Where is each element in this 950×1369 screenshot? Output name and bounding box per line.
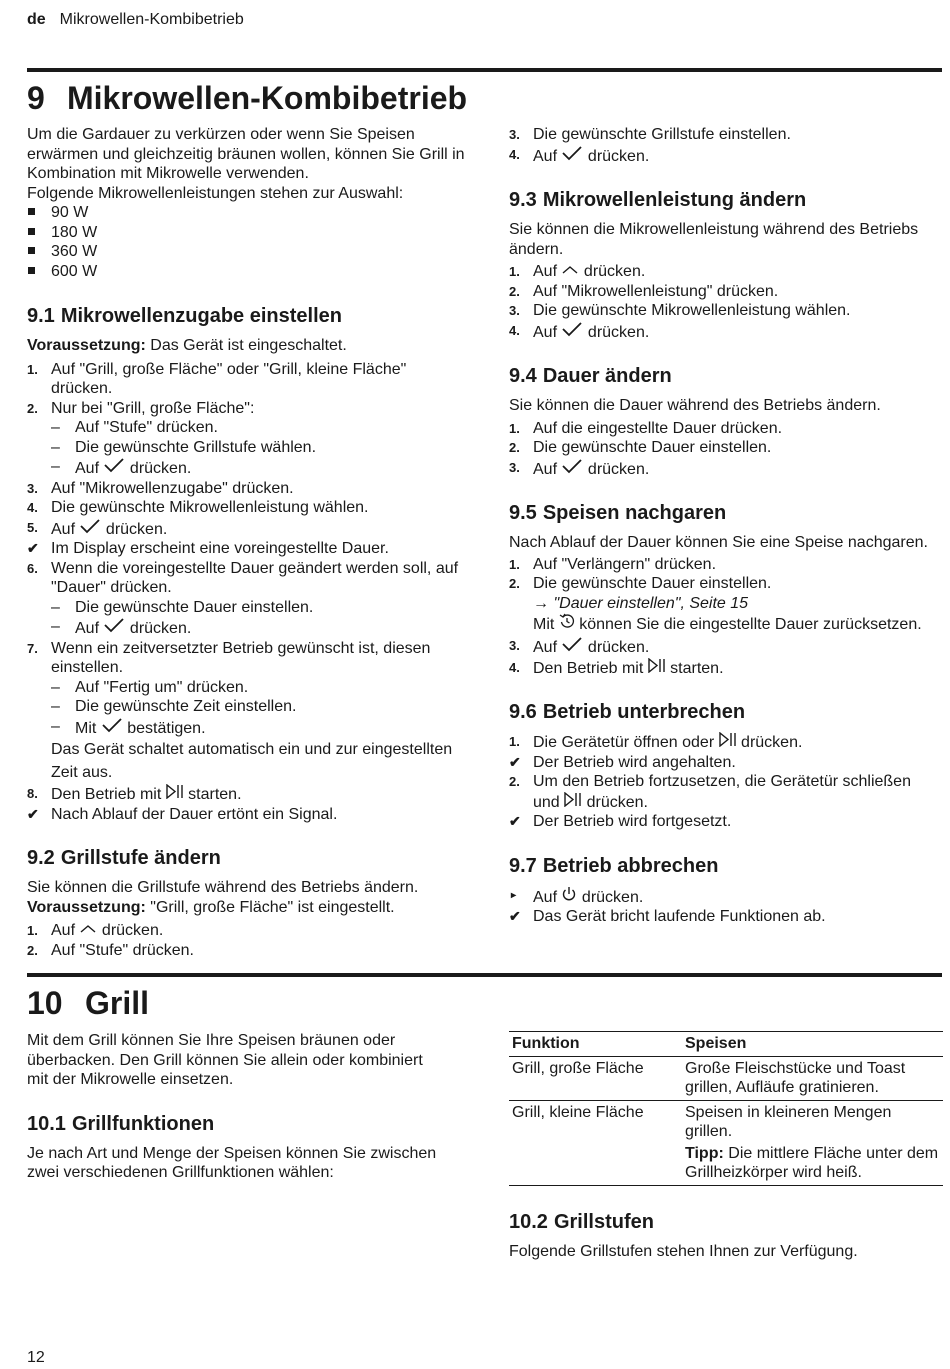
step-number: 6.: [27, 560, 38, 576]
substep-text: Auf: [75, 460, 104, 477]
right-column-sec9: [509, 125, 939, 927]
page-number: 12: [27, 1349, 45, 1366]
step-text: Auf "Verlängern" drücken.: [533, 555, 717, 573]
substep: [27, 617, 467, 639]
step-number: 1.: [509, 556, 520, 572]
step-1: [509, 555, 939, 575]
bullet-icon: [28, 228, 35, 235]
step-2: [27, 399, 467, 419]
step-number: 1.: [509, 264, 520, 279]
result-text: Der Betrieb wird angehalten.: [533, 753, 736, 771]
requirement-text: "Grill, große Fläche" ist eingestellt.: [145, 898, 395, 916]
step-7: [27, 639, 467, 678]
step-text: Auf die eingestellte Dauer drücken.: [533, 419, 783, 437]
step-number: 2.: [27, 942, 38, 958]
column-header: Funktion: [509, 1032, 682, 1057]
step-text: Auf: [533, 147, 562, 165]
power-list: [27, 203, 467, 281]
requirement-text: Das Gerät ist eingeschaltet.: [145, 337, 347, 354]
step-8: [27, 784, 467, 805]
substep-text: Die gewünschte Zeit einstellen.: [75, 698, 297, 715]
section-intro: Je nach Art und Menge der Speisen können Sie zwischen zwei verschiedenen Grillfunktionen wählen:: [27, 1144, 437, 1181]
check-icon: [103, 617, 125, 639]
step-text: drücken.: [101, 520, 168, 538]
step-number: 8.: [27, 786, 38, 801]
note-text: Mit: [533, 616, 559, 633]
result-icon: ✔: [509, 908, 521, 924]
dash-marker: –: [51, 618, 60, 635]
step-2: [27, 941, 467, 961]
result-text: Nach Ablauf der Dauer ertönt ein Signal.: [51, 805, 338, 823]
step-5: [27, 518, 467, 540]
start-pause-icon: [166, 784, 184, 805]
step-number: 2.: [27, 400, 38, 416]
check-icon: [79, 518, 101, 540]
step-3: [27, 479, 467, 499]
step-1: [509, 732, 939, 753]
check-icon: [103, 457, 125, 479]
chapter-heading-10: [27, 985, 149, 1021]
tip: [685, 1144, 940, 1182]
bullet-icon: [28, 247, 35, 254]
step-text: drücken.: [97, 922, 164, 939]
step-text: Die gewünschte Mikrowellenleistung wählen.: [51, 499, 369, 516]
step-text: Auf: [533, 263, 562, 280]
section-title: Mikrowellenleistung ändern: [542, 189, 807, 211]
intro-paragraph: Mit dem Grill können Sie Ihre Speisen bräunen oder überbacken. Den Grill können Sie allein oder kombiniert mit der Mikrowelle einsetzen.: [27, 1032, 423, 1088]
result-icon: ✔: [509, 753, 521, 770]
step-3: [509, 458, 939, 480]
step-1: [27, 360, 467, 399]
requirement-label: Voraussetzung:: [27, 898, 146, 916]
dash-marker: –: [51, 458, 60, 475]
arrow-icon: →: [533, 594, 549, 612]
step-1: [27, 921, 467, 941]
section-intro: Folgende Grillstufen stehen Ihnen zur Verfügung.: [509, 1243, 858, 1260]
section-number: 9.7: [509, 854, 537, 877]
chapter-number: 10: [27, 985, 63, 1021]
step-text: Nur bei "Grill, große Fläche":: [51, 399, 255, 417]
list-item: [27, 203, 467, 223]
power-value: 360 W: [51, 243, 98, 260]
section-number: 9.2: [27, 847, 55, 869]
step-text: Auf "Mikrowellenleistung" drücken.: [533, 282, 779, 300]
step-text: drücken.: [582, 793, 648, 811]
step-text: Auf "Stufe" drücken.: [51, 941, 194, 959]
dash-marker: –: [51, 717, 60, 735]
requirement: [27, 336, 467, 356]
table-cell: Grill, große Fläche: [509, 1057, 682, 1101]
section-title: Grillstufen: [553, 1211, 654, 1233]
step-4: [509, 145, 939, 167]
substep-text: Auf "Stufe" drücken.: [75, 419, 218, 436]
requirement-label: Voraussetzung:: [27, 337, 146, 354]
bullet-icon: [28, 267, 35, 274]
section-heading-9-6: [509, 700, 939, 724]
step-number: 3.: [27, 480, 38, 496]
check-icon: [561, 321, 583, 343]
substep-text: bestätigen.: [122, 719, 206, 737]
section-heading-9-7: [509, 854, 939, 878]
table-cell: Grill, kleine Fläche: [509, 1101, 682, 1186]
list-item: [27, 223, 467, 243]
step-text: Auf: [533, 460, 562, 478]
result-icon: ✔: [509, 813, 521, 829]
step-text: Die gewünschte Dauer einstellen.: [533, 439, 772, 456]
section-title: Grillstufe ändern: [60, 847, 221, 869]
step-3: [509, 636, 939, 658]
right-column-sec10: [509, 1031, 943, 1262]
left-column-sec9: [27, 125, 467, 960]
section-intro: Sie können die Mikrowellenleistung während des Betriebs ändern.: [509, 221, 919, 258]
step-text: Auf: [51, 520, 80, 538]
step-text: drücken.: [583, 639, 650, 656]
step-text: drücken.: [577, 888, 644, 906]
substep-text: Die gewünschte Grillstufe wählen.: [75, 438, 317, 456]
result: [27, 805, 467, 825]
step-number: 4.: [27, 500, 38, 515]
check-icon: [561, 458, 583, 480]
section-divider: [27, 68, 942, 72]
step-note: [509, 613, 939, 636]
section-title: Grillfunktionen: [71, 1112, 215, 1135]
requirement: [27, 898, 467, 918]
dash-marker: –: [51, 598, 60, 616]
step-number: 1.: [27, 923, 38, 938]
result-text: Der Betrieb wird fortgesetzt.: [533, 813, 732, 830]
section-intro: Sie können die Dauer während des Betriebs ändern.: [509, 397, 881, 414]
section-heading-10-2: [509, 1210, 943, 1234]
substep: [27, 678, 467, 698]
section-number: 9.5: [509, 502, 537, 524]
dash-marker: –: [51, 419, 60, 436]
section-intro: Sie können die Grillstufe während des Betriebs ändern.: [27, 879, 419, 896]
bullet-icon: [28, 208, 35, 215]
section-heading-9-5: [509, 501, 939, 525]
table-row: [509, 1101, 943, 1186]
result-icon: ✔: [27, 540, 39, 556]
language-code: de: [27, 11, 46, 28]
section-heading-10-1: [27, 1112, 447, 1136]
section-title: Speisen nachgaren: [542, 502, 727, 524]
left-column-sec10: [27, 1031, 447, 1183]
substep: [27, 697, 467, 717]
dash-marker: –: [51, 698, 60, 715]
step-number: 2.: [509, 774, 520, 789]
chapter-title: Mikrowellen-Kombibetrieb: [67, 80, 468, 116]
substep-text: Mit: [75, 719, 101, 737]
section-heading-9-2: [27, 846, 467, 870]
substep-text: Auf: [75, 620, 104, 637]
step-number: 4.: [509, 322, 520, 338]
step-2: [509, 772, 939, 812]
substep: [27, 457, 467, 479]
step-number: 3.: [509, 303, 520, 318]
step-text: Auf: [533, 639, 562, 656]
section-number: 10.2: [509, 1211, 548, 1233]
step-4: [509, 658, 939, 679]
note-text: können Sie die eingestellte Dauer zurücksetzen.: [574, 616, 922, 633]
step-note: Das Gerät schaltet automatisch ein und zur eingestellten Zeit aus.: [51, 741, 453, 781]
table-header-row: [509, 1032, 943, 1057]
dash-marker: –: [51, 678, 60, 696]
section-number: 10.1: [27, 1112, 66, 1135]
step-text: starten.: [665, 659, 724, 677]
step-3: [509, 125, 939, 145]
chevron-up-icon: [79, 921, 97, 941]
page-header: [27, 10, 244, 30]
reference-link[interactable]: "Dauer einstellen", Seite 15: [553, 594, 749, 612]
step-text: drücken.: [583, 147, 650, 165]
power-icon: [561, 886, 577, 908]
section-number: 9.1: [27, 305, 55, 327]
substep-text: Auf "Fertig um" drücken.: [75, 678, 249, 696]
step-number: 1.: [509, 734, 520, 749]
section-title: Mikrowellenzugabe einstellen: [60, 305, 342, 327]
step-number: 2.: [509, 283, 520, 299]
step-text: drücken.: [579, 263, 646, 280]
step-number: 1.: [27, 361, 38, 377]
substep-text: drücken.: [125, 460, 192, 477]
result: [509, 812, 939, 832]
step-text: Den Betrieb mit: [51, 786, 166, 803]
chevron-up-icon: [561, 262, 579, 282]
step-text: drücken.: [583, 323, 650, 341]
step-number: 2.: [509, 576, 520, 591]
intro-paragraph-2: Folgende Mikrowellenleistungen stehen zur Auswahl:: [27, 184, 404, 202]
column-header: Speisen: [682, 1032, 943, 1057]
chapter-number: 9: [27, 80, 45, 116]
section-title: Dauer ändern: [542, 365, 672, 387]
substep: [27, 717, 467, 739]
table-row: [509, 1057, 943, 1101]
dash-marker: –: [51, 438, 60, 456]
section-intro: Nach Ablauf der Dauer können Sie eine Speise nachgaren.: [509, 534, 928, 551]
result-text: Im Display erscheint eine voreingestellte Dauer.: [51, 540, 389, 557]
step-6: [27, 559, 467, 598]
substep: [27, 418, 467, 438]
substep-text: Die gewünschte Dauer einstellen.: [75, 598, 314, 616]
section-number: 9.3: [509, 189, 537, 211]
section-title: Betrieb unterbrechen: [542, 701, 746, 723]
step-text: Wenn die voreingestellte Dauer geändert werden soll, auf "Dauer" drücken.: [51, 559, 459, 596]
list-item: [27, 242, 467, 262]
cross-reference[interactable]: [509, 594, 939, 614]
section-number: 9.4: [509, 365, 537, 387]
substep: [27, 598, 467, 618]
step-number: 3.: [509, 459, 520, 475]
step-3: [509, 301, 939, 321]
result-text: Das Gerät bricht laufende Funktionen ab.: [533, 908, 826, 925]
result: [27, 539, 467, 559]
grill-functions-table: [509, 1031, 943, 1186]
list-item: [27, 262, 467, 282]
step-2: [509, 574, 939, 594]
result: [509, 753, 939, 773]
start-pause-icon: [564, 792, 582, 813]
step-1: [509, 419, 939, 439]
table-cell: [682, 1101, 943, 1186]
section-heading-9-4: [509, 364, 939, 388]
step-4: [509, 321, 939, 343]
substep-text: drücken.: [125, 620, 192, 637]
result-icon: ✔: [27, 805, 39, 822]
step-text: Die gewünschte Dauer einstellen.: [533, 575, 772, 592]
tip-text: Die mittlere Fläche unter dem Grillheizkörper wird heiß.: [685, 1145, 939, 1181]
step-text: Auf "Grill, große Fläche" oder "Grill, kleine Fläche" drücken.: [51, 360, 407, 397]
step-number: 2.: [509, 440, 520, 455]
cell-text: Speisen in kleineren Mengen grillen.: [685, 1104, 892, 1140]
step-2: [509, 438, 939, 458]
step-2: [509, 282, 939, 302]
step-text: Den Betrieb mit: [533, 659, 648, 677]
table-cell: Große Fleischstücke und Toast grillen, Aufläufe gratinieren.: [682, 1057, 943, 1101]
check-icon: [101, 717, 123, 739]
intro-paragraph: Um die Gardauer zu verkürzen oder wenn Sie Speisen erwärmen und gleichzeitig bräunen wollen, können Sie Grill in Kombination mit Mikrowelle verwenden.: [27, 126, 465, 182]
step-text: Auf: [533, 323, 562, 341]
header-title: Mikrowellen-Kombibetrieb: [59, 11, 244, 28]
step-number: 4.: [509, 659, 520, 675]
action-step: [509, 886, 939, 908]
step-text: Auf: [51, 922, 80, 939]
section-heading-9-1: [27, 304, 467, 328]
step-text: Die gewünschte Mikrowellenleistung wählen.: [533, 302, 851, 319]
start-pause-icon: [648, 658, 666, 679]
power-value: 600 W: [51, 262, 98, 280]
section-divider: [27, 973, 942, 977]
power-value: 90 W: [51, 204, 89, 221]
step-number: 4.: [509, 146, 520, 162]
section-number: 9.6: [509, 701, 537, 723]
step-text: drücken.: [736, 734, 803, 751]
reset-icon: [559, 613, 575, 636]
chapter-title: Grill: [85, 985, 150, 1021]
step-number: 7.: [27, 640, 38, 656]
start-pause-icon: [719, 732, 737, 753]
check-icon: [561, 636, 583, 658]
substep: [27, 438, 467, 458]
step-text: Die gewünschte Grillstufe einstellen.: [533, 126, 791, 143]
step-number: 3.: [509, 638, 520, 653]
section-title: Betrieb abbrechen: [542, 854, 719, 877]
action-marker-icon: ▸: [511, 889, 517, 901]
section-heading-9-3: [509, 188, 939, 212]
step-text: Auf: [533, 888, 562, 906]
step-4: [27, 498, 467, 518]
tip-label: Tipp:: [685, 1145, 724, 1162]
step-number: 1.: [509, 420, 520, 436]
step-number: 5.: [27, 519, 38, 535]
step-text: Die Gerätetür öffnen oder: [533, 734, 719, 751]
step-text: drücken.: [583, 460, 650, 478]
result: [509, 907, 939, 927]
step-number: 3.: [509, 127, 520, 142]
chapter-heading-9: [27, 80, 467, 116]
check-icon: [561, 145, 583, 167]
power-value: 180 W: [51, 223, 98, 241]
step-1: [509, 262, 939, 282]
step-text: Wenn ein zeitversetzter Betrieb gewünscht ist, diesen einstellen.: [51, 639, 431, 676]
step-text: Auf "Mikrowellenzugabe" drücken.: [51, 479, 294, 497]
step-text: Um den Betrieb fortzusetzen, die Gerätetür schließen und: [533, 773, 911, 811]
step-text: starten.: [183, 786, 242, 803]
